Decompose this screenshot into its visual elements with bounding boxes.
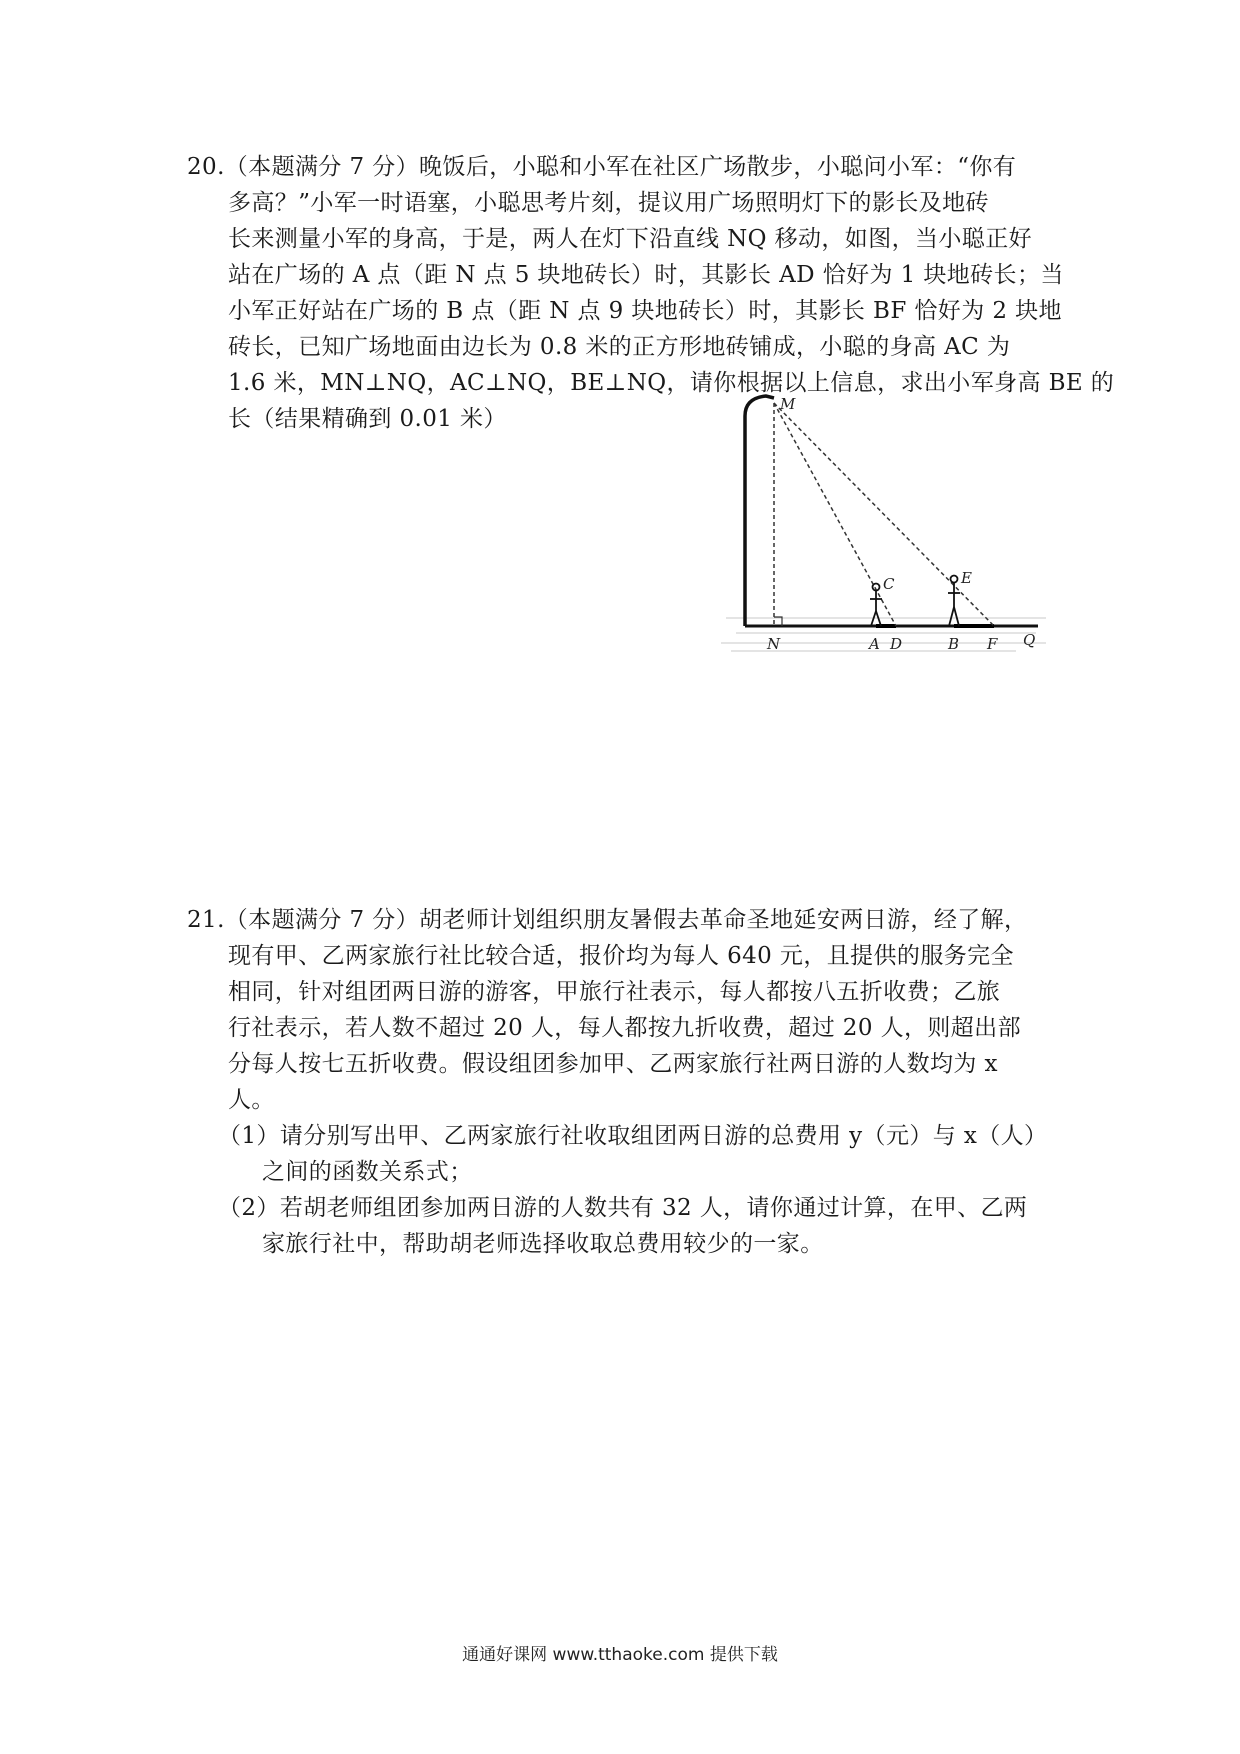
question-2-line-1: （2）若胡老师组团参加两日游的人数共有 32 人，请你通过计算，在甲、乙两 <box>218 1195 1028 1221</box>
label-m: M <box>780 395 796 413</box>
problem-21-line-2: 现有甲、乙两家旅行社比较合适，报价均为每人 640 元，且提供的服务完全 <box>228 943 1014 969</box>
problem-20-line-7: 1.6 米，MN⊥NQ，AC⊥NQ，BE⊥NQ，请你根据以上信息，求出小军身高 BE 的 <box>228 370 1115 396</box>
label-f: F <box>987 635 998 653</box>
ray-md <box>774 403 896 626</box>
label-b: B <box>948 635 960 653</box>
question-2-line-2: 家旅行社中，帮助胡老师选择收取总费用较少的一家。 <box>262 1231 824 1257</box>
figure-svg <box>716 393 1082 658</box>
question-1-line-1: （1）请分别写出甲、乙两家旅行社收取组团两日游的总费用 y（元）与 x（人） <box>218 1123 1048 1149</box>
label-c: C <box>883 575 895 593</box>
page-footer: 通通好课网 www.tthaoke.com 提供下载 <box>462 1645 778 1665</box>
problem-20-line-5: 小军正好站在广场的 B 点（距 N 点 9 块地砖长）时，其影长 BF 恰好为 2 块地 <box>228 298 1062 324</box>
lamp-post <box>745 396 774 626</box>
label-a: A <box>869 635 880 653</box>
shadow-geometry-figure <box>716 393 1082 658</box>
problem-20-line-6: 砖长，已知广场地面由边长为 0.8 米的正方形地砖铺成，小聪的身高 AC 为 <box>228 334 1011 360</box>
problem-21-line-4: 行社表示，若人数不超过 20 人，每人都按九折收费，超过 20 人，则超出部 <box>228 1015 1021 1041</box>
problem-21-line-3: 相同，针对组团两日游的游客，甲旅行社表示，每人都按八五折收费；乙旅 <box>228 979 1001 1005</box>
problem-20-line-4: 站在广场的 A 点（距 N 点 5 块地砖长）时，其影长 AD 恰好为 1 块地砖长；当 <box>228 262 1064 288</box>
problem-21-line-5: 分每人按七五折收费。假设组团参加甲、乙两家旅行社两日游的人数均为 x <box>228 1051 998 1077</box>
label-e: E <box>961 569 972 587</box>
label-q: Q <box>1023 631 1036 649</box>
question-1-line-2: 之间的函数关系式； <box>262 1159 473 1185</box>
problem-20-line-1: 20.（本题满分 7 分）晚饭后，小聪和小军在社区广场散步，小聪问小军：“你有 <box>187 154 1017 180</box>
label-d: D <box>890 635 903 653</box>
person-xiaocong <box>870 584 882 627</box>
label-n: N <box>767 635 781 653</box>
problem-20-line-8: 长（结果精确到 0.01 米） <box>228 406 507 432</box>
problem-21-line-1: 21.（本题满分 7 分）胡老师计划组织朋友暑假去革命圣地延安两日游，经了解， <box>187 907 1028 933</box>
problem-20-line-2: 多高？”小军一时语塞，小聪思考片刻，提议用广场照明灯下的影长及地砖 <box>228 190 989 216</box>
problem-20-line-3: 长来测量小军的身高，于是，两人在灯下沿直线 NQ 移动，如图，当小聪正好 <box>228 226 1033 252</box>
problem-21-line-6: 人。 <box>228 1087 275 1113</box>
